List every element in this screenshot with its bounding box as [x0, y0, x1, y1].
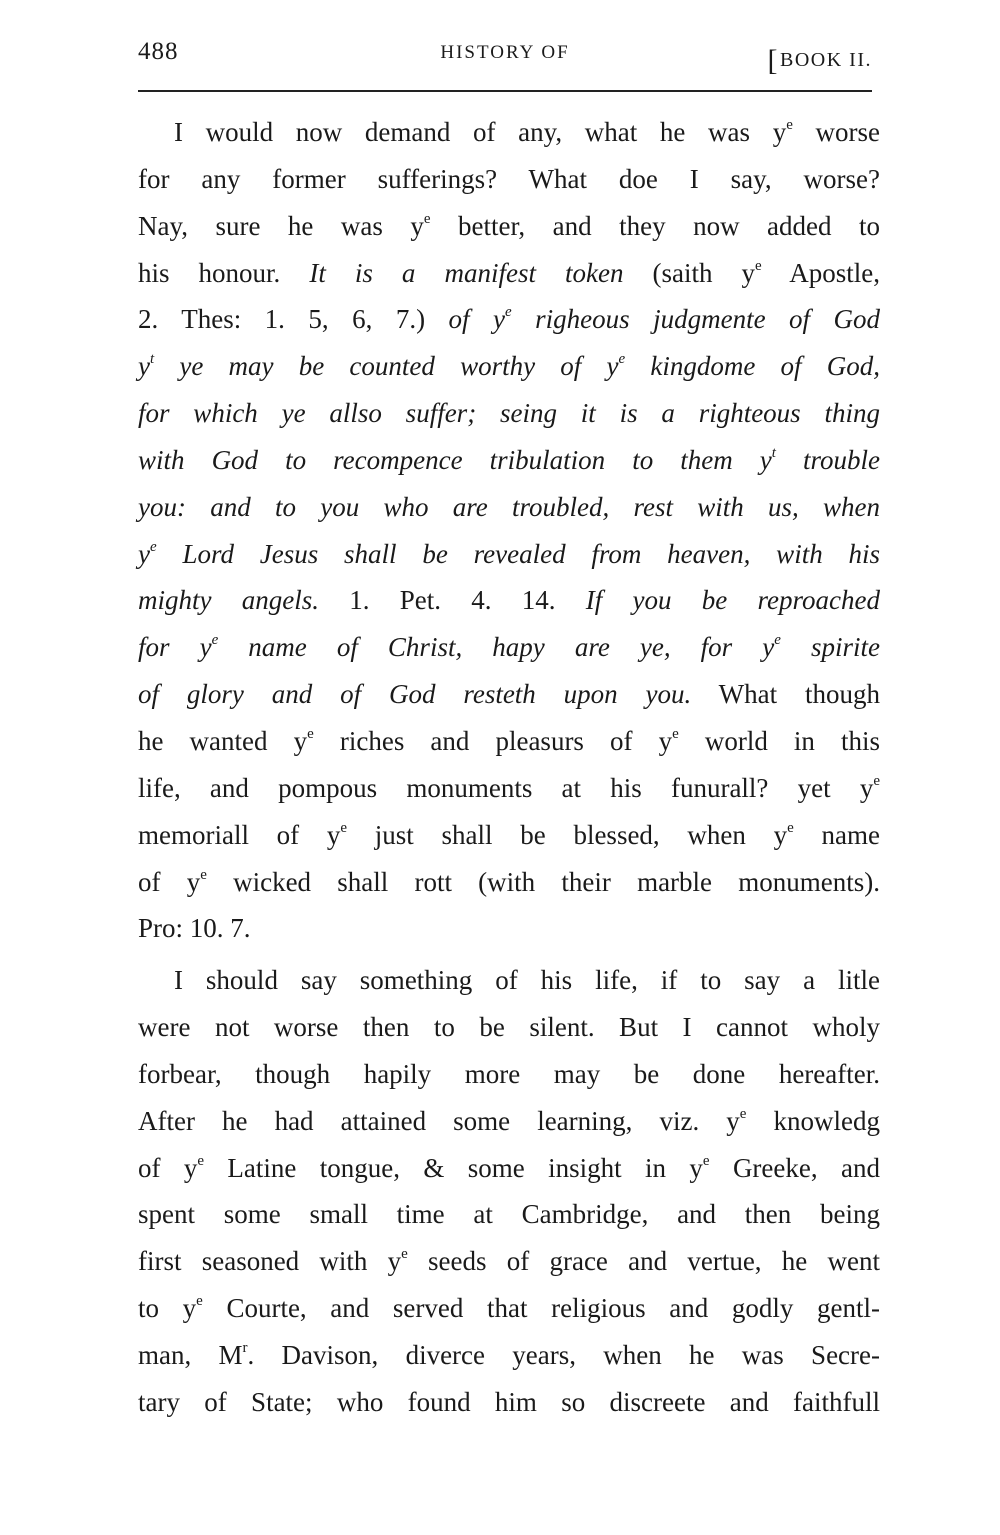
- italic-run: y: [138, 351, 150, 382]
- superscript: e: [774, 632, 781, 649]
- superscript: e: [307, 725, 314, 742]
- superscript: e: [340, 819, 348, 836]
- superscript: e: [401, 1246, 408, 1263]
- text-run: just shall be blessed, when y: [347, 819, 788, 850]
- paragraph-2: [138, 957, 880, 1425]
- text-run: tary of State; who found him so discreete and faithfull: [138, 1386, 880, 1417]
- italic-run: trouble: [775, 444, 880, 475]
- text-line: [138, 1191, 880, 1238]
- text-line: [138, 1238, 880, 1285]
- text-run: to y: [138, 1293, 197, 1324]
- italic-run: for y: [138, 632, 212, 663]
- superscript: e: [211, 632, 219, 649]
- superscript: e: [672, 725, 679, 742]
- text-run: riches and pleasurs of y: [313, 725, 673, 756]
- superscript: e: [755, 257, 762, 274]
- superscript: e: [200, 866, 207, 883]
- text-line: [138, 812, 880, 859]
- superscript: e: [504, 304, 512, 321]
- text-run: Apostle,: [761, 257, 880, 288]
- text-run: Nay, sure he was y: [138, 210, 424, 241]
- superscript: e: [786, 117, 793, 133]
- text-line: [138, 671, 880, 718]
- text-line: [138, 156, 880, 203]
- italic-run: kingdome of God,: [625, 351, 881, 382]
- superscript: e: [702, 1152, 710, 1169]
- paragraph-1: [138, 109, 880, 952]
- text-line: [138, 957, 880, 1004]
- text-run: Pro: 10. 7.: [138, 913, 251, 944]
- text-line: [138, 577, 880, 624]
- text-run: Latine tongue, & some insight in y: [204, 1152, 703, 1183]
- text-line: [138, 203, 880, 250]
- body-text: [138, 109, 880, 1426]
- text-run: name: [793, 819, 880, 850]
- text-run: of y: [138, 866, 201, 897]
- text-run: life, and pompous monuments at his funurall? yet y: [138, 772, 874, 803]
- superscript: t: [771, 444, 776, 461]
- text-line: [138, 1004, 880, 1051]
- text-run: 2. Thes: 1. 5, 6, 7.): [138, 304, 449, 335]
- text-line: [138, 531, 880, 578]
- text-line: [138, 905, 880, 952]
- text-run: seeds of grace and vertue, he went: [407, 1246, 880, 1277]
- italic-run: It is a manifest token: [309, 257, 624, 288]
- running-title: HISTORY OF: [440, 42, 570, 63]
- header-rule: [138, 90, 872, 92]
- text-line: [138, 250, 880, 297]
- text-run: knowledg: [746, 1105, 880, 1136]
- text-line: [138, 1285, 880, 1332]
- text-run: better, and they now added to: [430, 210, 881, 241]
- text-line: [138, 1098, 880, 1145]
- text-line: [138, 296, 880, 343]
- text-run: his honour.: [138, 257, 310, 288]
- superscript: r: [242, 1339, 248, 1356]
- italic-run: name of Christ, hapy are ye, for y: [218, 632, 775, 663]
- text-run: first seasoned with y: [138, 1246, 402, 1277]
- text-line: [138, 343, 880, 390]
- superscript: e: [873, 772, 880, 789]
- superscript: e: [423, 210, 431, 227]
- text-line: [138, 109, 880, 156]
- superscript: e: [196, 1293, 203, 1310]
- book-number: BOOK II.: [780, 49, 872, 71]
- italic-run: y: [138, 538, 150, 569]
- text-run: he wanted y: [138, 725, 308, 756]
- text-line: [138, 765, 880, 812]
- text-line: [138, 1332, 880, 1379]
- text-run: Greeke, and: [709, 1152, 880, 1183]
- text-run: After he had attained some learning, viz. y: [138, 1105, 740, 1136]
- text-run: world in this: [678, 725, 880, 756]
- text-run: spent some small time at Cambridge, and then being: [138, 1199, 880, 1230]
- italic-run: righeous judgmente of God: [511, 304, 880, 335]
- page-number: 488: [138, 38, 179, 65]
- italic-run: for which ye allso suffer; seing it is a righteous thing: [138, 398, 880, 429]
- text-run: Courte, and served that religious and godly gentl-: [202, 1293, 880, 1324]
- text-run: man, M: [138, 1339, 243, 1370]
- text-line: [138, 1051, 880, 1098]
- text-run: memoriall of y: [138, 819, 341, 850]
- italic-run: of glory and of God resteth upon you.: [138, 679, 692, 710]
- text-run: . Davison, diverce years, when he was Secre-: [247, 1339, 881, 1370]
- text-line: [138, 390, 880, 437]
- italic-run: of y: [448, 304, 505, 335]
- text-run: I would now demand of any, what he was y: [174, 117, 787, 147]
- text-run: wicked shall rott (with their marble monuments).: [206, 866, 880, 897]
- text-run: I should say something of his life, if to say a litle: [174, 965, 880, 996]
- text-run: 1. Pet. 4. 14.: [319, 585, 586, 616]
- superscript: e: [739, 1105, 747, 1122]
- superscript: e: [149, 538, 157, 555]
- text-line: [138, 484, 880, 531]
- italic-run: If you be reproached: [585, 585, 880, 616]
- superscript: e: [618, 351, 626, 368]
- text-line: [138, 1145, 880, 1192]
- italic-run: Lord Jesus shall be revealed from heaven, with his: [156, 538, 880, 569]
- text-run: for any former sufferings? What doe I say, worse?: [138, 163, 880, 194]
- italic-run: you: and to you who are troubled, rest with us, when: [138, 491, 880, 522]
- text-run: of y: [138, 1152, 198, 1183]
- italic-run: with God to recompence tribulation to them y: [138, 444, 772, 475]
- text-run: (saith y: [623, 257, 756, 288]
- text-run: worse: [792, 117, 881, 147]
- text-line: [138, 859, 880, 906]
- superscript: e: [197, 1152, 205, 1169]
- page-header: [138, 38, 872, 77]
- text-run: forbear, though hapily more may be done hereafter.: [138, 1058, 880, 1089]
- book-label: [767, 40, 873, 77]
- text-run: were not worse then to be silent. But I cannot wholy: [138, 1012, 880, 1043]
- text-line: [138, 1379, 880, 1426]
- text-line: [138, 718, 880, 765]
- superscript: t: [149, 351, 155, 368]
- text-line: [138, 624, 880, 671]
- italic-run: ye may be counted worthy of y: [154, 351, 619, 382]
- italic-run: mighty angels.: [138, 585, 319, 616]
- book-bracket: [: [767, 44, 779, 77]
- text-run: What though: [691, 679, 880, 710]
- text-line: [138, 437, 880, 484]
- italic-run: spirite: [780, 632, 880, 663]
- superscript: e: [787, 819, 794, 836]
